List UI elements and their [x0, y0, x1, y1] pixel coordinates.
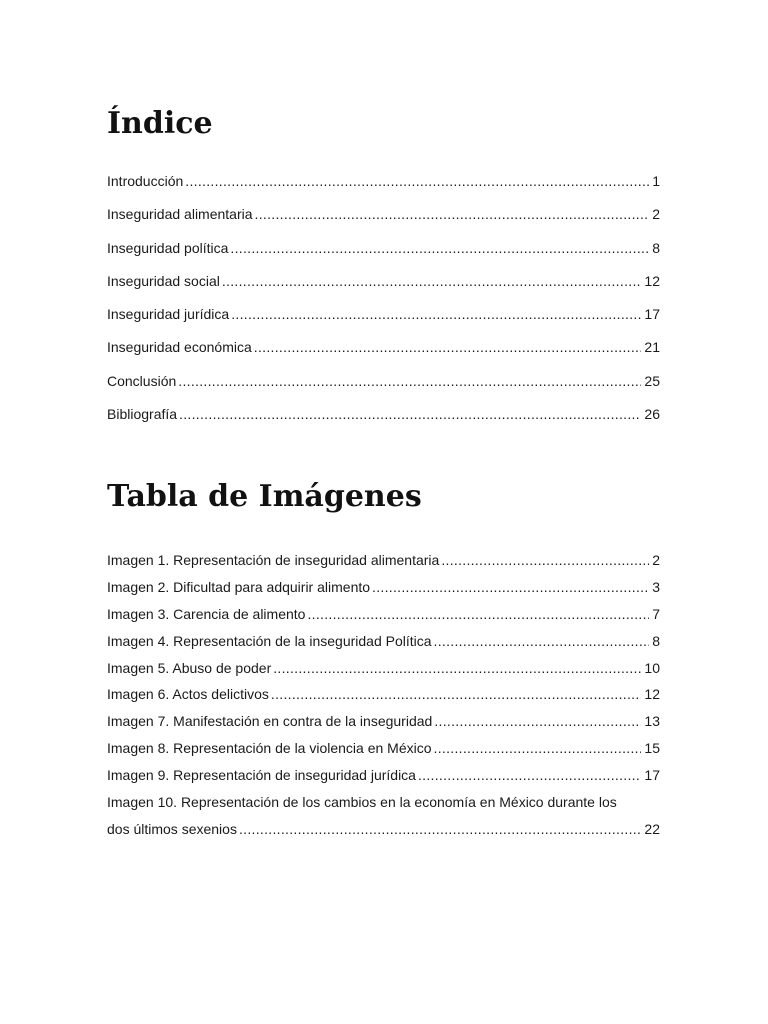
images-table-title: Tabla de Imágenes — [107, 479, 422, 514]
index-entry — [107, 270, 660, 292]
image-entry-second-line — [107, 818, 660, 840]
index-entry-page: 26 — [644, 406, 660, 423]
dot-leader — [434, 630, 650, 652]
image-entry-label: Imagen 3. Carencia de alimento — [107, 605, 306, 622]
dot-leader — [441, 549, 649, 571]
image-entry — [107, 657, 660, 679]
dot-leader — [372, 576, 649, 598]
index-entry-label: Conclusión — [107, 372, 177, 389]
index-entry-label: Inseguridad económica — [107, 339, 252, 356]
image-entry-page: 7 — [652, 605, 660, 622]
index-entry-page: 1 — [652, 173, 660, 189]
dot-leader — [185, 170, 649, 192]
index-entry — [107, 237, 660, 259]
index-entry — [107, 336, 660, 358]
index-entry — [107, 370, 660, 392]
index-entry — [107, 403, 660, 425]
index-entry-label: Bibliografía — [107, 406, 178, 423]
image-entry-label-line2: dos últimos sexenios — [107, 821, 237, 838]
dot-leader — [271, 683, 642, 705]
image-entry-label: Imagen 6. Actos delictivos — [107, 686, 269, 703]
dot-leader — [178, 370, 641, 392]
image-entry-label: Imagen 9. Representación de inseguridad jurídica — [107, 767, 416, 784]
index-entry — [107, 303, 660, 325]
dot-leader — [231, 303, 641, 325]
dot-leader — [307, 603, 649, 625]
dot-leader — [239, 818, 641, 840]
image-entry-label: Imagen 4. Representación de la inseguridad Política — [107, 632, 432, 649]
image-entry-page: 15 — [644, 740, 660, 757]
index-entry-page: 8 — [652, 239, 660, 256]
index-entry-page: 25 — [644, 372, 660, 389]
dot-leader — [434, 737, 642, 759]
image-entry — [107, 683, 660, 705]
image-entry — [107, 576, 660, 598]
dot-leader — [434, 710, 641, 732]
image-entry-page: 3 — [652, 578, 660, 595]
index-list — [107, 170, 660, 436]
index-title: Índice — [107, 106, 213, 141]
index-entry — [107, 170, 660, 192]
index-entry-page: 12 — [644, 272, 660, 289]
image-entry-page: 17 — [644, 767, 660, 784]
image-entry-label: Imagen 2. Dificultad para adquirir alimento — [107, 578, 371, 595]
image-entry-page: 22 — [644, 821, 660, 838]
image-entry-page: 2 — [652, 552, 660, 568]
image-entry-label: Imagen 5. Abuso de poder — [107, 659, 272, 676]
dot-leader — [230, 237, 649, 259]
dot-leader — [273, 657, 641, 679]
image-entry-label: Imagen 8. Representación de la violencia en México — [107, 740, 432, 757]
dot-leader — [254, 336, 642, 358]
index-entry-label: Inseguridad alimentaria — [107, 206, 253, 223]
index-entry — [107, 203, 660, 225]
image-entry-page: 13 — [644, 713, 660, 730]
image-entry — [107, 764, 660, 786]
image-entry — [107, 549, 660, 571]
dot-leader — [418, 764, 641, 786]
image-entry — [107, 737, 660, 759]
image-entry — [107, 710, 660, 732]
index-entry-label: Inseguridad política — [107, 239, 229, 256]
images-table-list — [107, 549, 660, 845]
index-entry-page: 17 — [644, 306, 660, 323]
image-entry-label-line1: Imagen 10. Representación de los cambios en la economía en México durante los — [107, 794, 617, 811]
image-entry-label: Imagen 1. Representación de inseguridad alimentaria — [107, 552, 440, 568]
image-entry-label: Imagen 7. Manifestación en contra de la inseguridad — [107, 713, 433, 730]
image-entry-page: 10 — [644, 659, 660, 676]
image-entry — [107, 791, 660, 840]
index-entry-page: 21 — [644, 339, 660, 356]
image-entry-page: 12 — [644, 686, 660, 703]
dot-leader — [222, 270, 642, 292]
dot-leader — [255, 203, 650, 225]
image-entry — [107, 630, 660, 652]
dot-leader — [179, 403, 641, 425]
index-entry-label: Inseguridad social — [107, 272, 220, 289]
image-entry — [107, 603, 660, 625]
index-entry-label: Introducción — [107, 173, 184, 189]
index-entry-page: 2 — [652, 206, 660, 223]
index-entry-label: Inseguridad jurídica — [107, 306, 230, 323]
image-entry-page: 8 — [652, 632, 660, 649]
